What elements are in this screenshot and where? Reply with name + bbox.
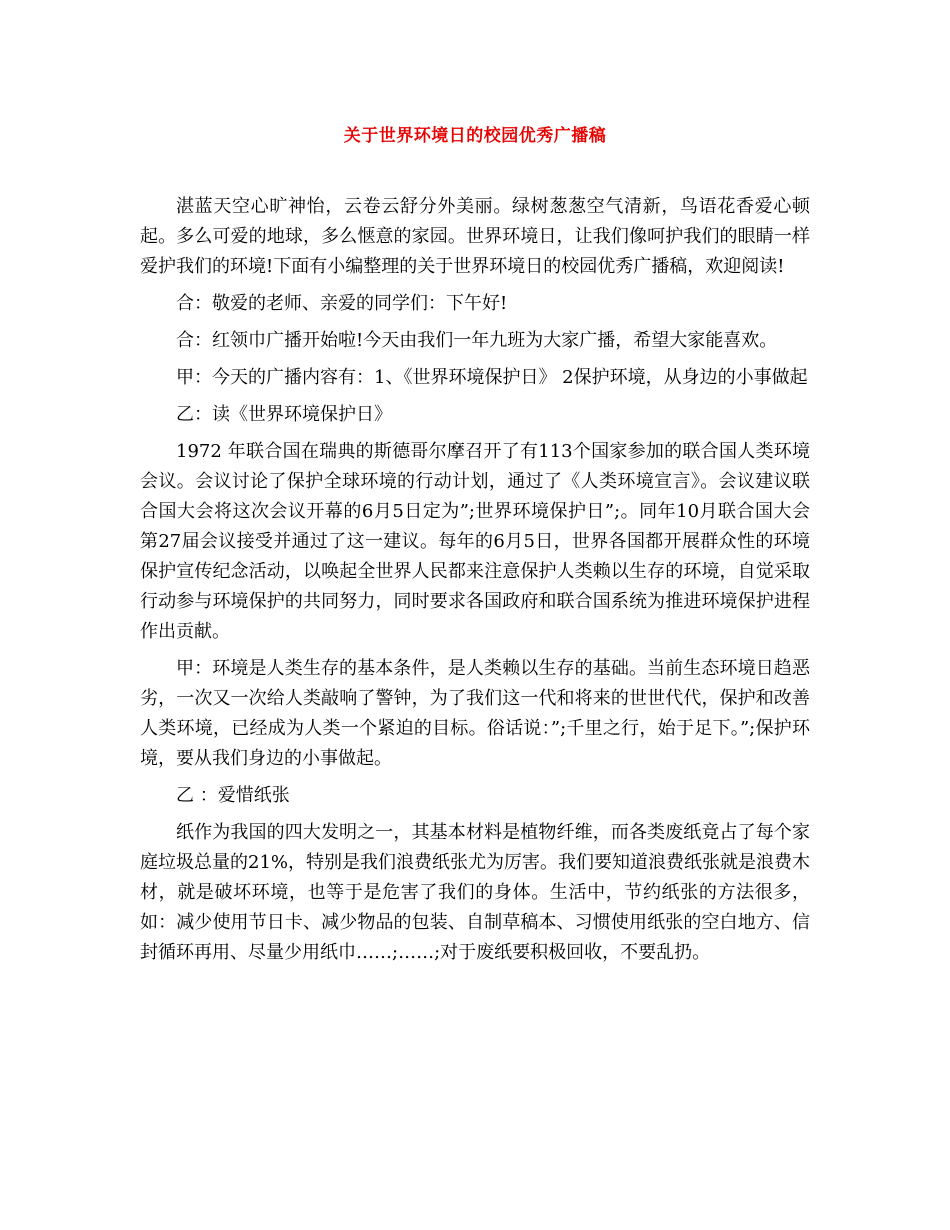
paragraph-opening: 合：红领巾广播开始啦!今天由我们一年九班为大家广播，希望大家能喜欢。 [176, 330, 778, 351]
document-title: 关于世界环境日的校园优秀广播稿 [343, 126, 607, 146]
paragraph-greeting: 合：敬爱的老师、亲爱的同学们：下午好! [176, 293, 508, 314]
paragraph-environment: 甲：环境是人类生存的基本条件，是人类赖以生存的基础。当前生态环境日趋恶劣，一次又一次给人类敲响了警钟，为了我们这一代和将来的世世代代，保护和改善人类环境，已经成为人类一个紧迫的目标。俗话说：”;千里之行，始于足下。”;保护环境，要从我们身边的小事做起。 [140, 658, 810, 769]
paragraph-intro: 湛蓝天空心旷神怡，云卷云舒分外美丽。绿树葱葱空气清新，鸟语花香爱心顿起。多么可爱的地球，多么惬意的家园。世界环境日，让我们像呵护我们的眼睛一样爱护我们的环境!下面有小编整理的关于世界环境日的校园优秀广播稿，欢迎阅读! [140, 196, 810, 277]
paragraph-agenda: 甲：今天的广播内容有：1、《世界环境保护日》 2保护环境，从身边的小事做起 [176, 367, 808, 388]
document-body [140, 192, 810, 968]
paragraph-section-heading-2: 乙 ：爱惜纸张 [176, 785, 290, 806]
paragraph-section-heading-1: 乙：读《世界环境保护日》 [176, 404, 392, 425]
paragraph-paper: 纸作为我国的四大发明之一，其基本材料是植物纤维，而各类废纸竟占了每个家庭垃圾总量的21%，特别是我们浪费纸张尤为厉害。我们要知道浪费纸张就是浪费木材，就是破坏环境，也等于是危害了我们的身体。生活中，节约纸张的方法很多，如：减少使用节日卡、减少物品的包装、自制草稿本、习惯使用纸张的空白地方、信封循环再用、尽量少用纸巾……;……;对于废纸要积极回收，不要乱扔。 [140, 822, 811, 963]
paragraph-history: 1972 年联合国在瑞典的斯德哥尔摩召开了有113个国家参加的联合国人类环境会议。会议讨论了保护全球环境的行动计划，通过了《人类环境宣言》。会议建议联合国大会将这次会议开幕的6月5日定为”;世界环境保护日”;。同年10月联合国大会第27届会议接受并通过了这一建议。每年的6月5日，世界各国都开展群众性的环境保护宣传纪念活动，以唤起全世界人民都来注意保护人类赖以生存的环境，自觉采取行动参与环境保护的共同努力，同时要求各国政府和联合国系统为推进环境保护进程作出贡献。 [140, 441, 810, 642]
